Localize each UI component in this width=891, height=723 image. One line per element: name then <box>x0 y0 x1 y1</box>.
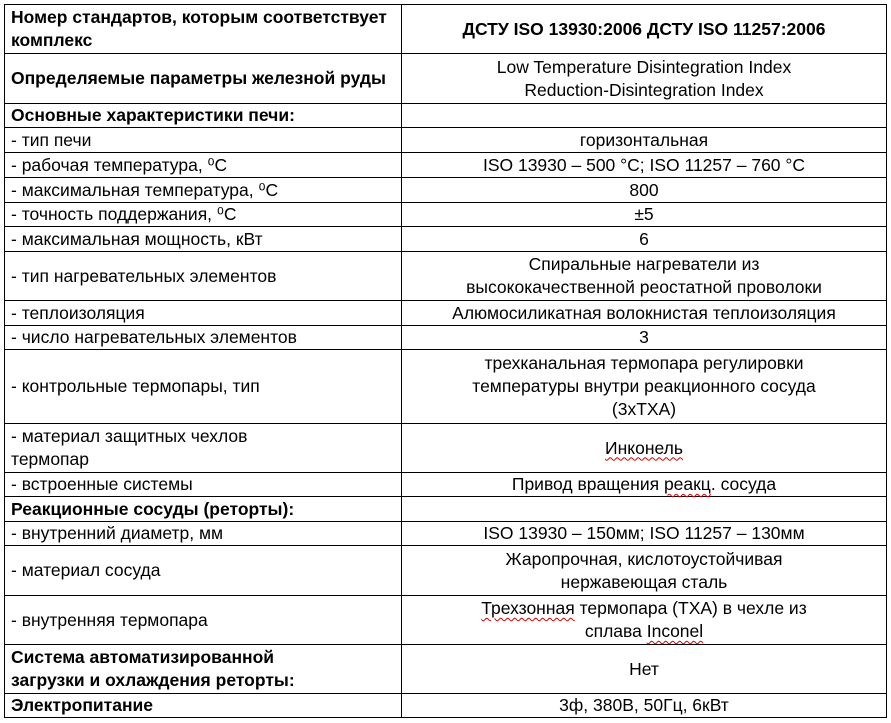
row-label <box>5 645 402 694</box>
table-row <box>5 694 887 718</box>
value-line: трехканальная термопара регулировки <box>484 353 804 373</box>
value-line: Жаропрочная, кислотоустойчивая <box>505 548 783 569</box>
table-row <box>5 497 887 522</box>
row-value: горизонтальная <box>402 128 887 153</box>
section-heading: Основные характеристики печи: <box>5 104 402 128</box>
table-row <box>5 227 887 252</box>
row-label: Номер стандартов, которым соответствует комплекс <box>5 5 402 54</box>
row-label: - тип печи <box>5 128 402 153</box>
row-label: Определяемые параметры железной руды <box>5 54 402 104</box>
row-label: Электропитание <box>5 694 402 718</box>
row-label: - точность поддержания, ⁰С <box>5 203 402 227</box>
table-row <box>5 350 887 424</box>
specification-table <box>4 4 887 718</box>
value-text: Привод вращения <box>511 474 664 494</box>
row-value: 3ф, 380В, 50Гц, 6кВт <box>402 694 887 718</box>
row-label: - теплоизоляция <box>5 301 402 326</box>
table-row <box>5 424 887 473</box>
section-heading: Реакционные сосуды (реторты): <box>5 497 402 522</box>
row-value: ISO 13930 – 150мм; ISO 11257 – 130мм <box>402 522 887 546</box>
row-value: ISO 13930 – 500 °C; ISO 11257 – 760 °C <box>402 153 887 178</box>
value-line <box>408 597 880 620</box>
row-value: 3 <box>402 326 887 350</box>
value-line: Reduction-Disintegration Index <box>524 79 764 100</box>
row-value <box>402 350 887 424</box>
value-text: Инконель <box>605 437 683 458</box>
label-line: загрузки и охлаждения реторты: <box>11 670 295 690</box>
value-text: термопара (ТХА) в чехле из <box>574 598 807 618</box>
table-row <box>5 473 887 497</box>
value-line: Спиральные нагреватели из <box>528 254 760 274</box>
value-text: Трехзонная <box>481 598 575 618</box>
value-text: . сосуда <box>710 474 777 494</box>
row-value: Алюмосиликатная волокнистая теплоизоляция <box>402 301 887 326</box>
table-row <box>5 153 887 178</box>
table-row <box>5 596 887 645</box>
row-value: Нет <box>402 645 887 694</box>
row-label <box>5 424 402 473</box>
row-label: - внутренний диаметр, мм <box>5 522 402 546</box>
row-value: ±5 <box>402 203 887 227</box>
row-label: - тип нагревательных элементов <box>5 252 402 301</box>
table-row <box>5 5 887 54</box>
table-row <box>5 252 887 301</box>
label-line: термопар <box>11 449 89 469</box>
row-value: 800 <box>402 178 887 203</box>
value-line: нержавеющая сталь <box>560 571 728 592</box>
row-value: 6 <box>402 227 887 252</box>
table-row <box>5 178 887 203</box>
row-value <box>402 104 887 128</box>
table-row <box>5 301 887 326</box>
row-value <box>402 252 887 301</box>
row-value <box>402 596 887 645</box>
row-value <box>402 497 887 522</box>
table-row <box>5 203 887 227</box>
table-row <box>5 546 887 596</box>
row-label: - максимальная температура, ⁰С <box>5 178 402 203</box>
row-value <box>402 54 887 104</box>
label-line: Система автоматизированной <box>11 647 275 667</box>
label-line: - материал защитных чехлов <box>11 426 248 446</box>
value-text: Inconel <box>646 621 704 641</box>
value-text: сплава <box>584 621 647 641</box>
table-row <box>5 128 887 153</box>
table-row <box>5 326 887 350</box>
row-label: - встроенные системы <box>5 473 402 497</box>
value-line: высококачественной реостатной проволоки <box>466 277 822 297</box>
row-label: - контрольные термопары, тип <box>5 350 402 424</box>
value-text: реакц <box>663 474 711 494</box>
table-row <box>5 54 887 104</box>
row-label: - внутренняя термопара <box>5 596 402 645</box>
row-label: - максимальная мощность, кВт <box>5 227 402 252</box>
table-row <box>5 104 887 128</box>
row-value: ДСТУ ISO 13930:2006 ДСТУ ISO 11257:2006 <box>402 5 887 54</box>
row-value <box>402 424 887 473</box>
row-label: - число нагревательных элементов <box>5 326 402 350</box>
table-row <box>5 522 887 546</box>
row-value <box>402 546 887 596</box>
value-line: температуры внутри реакционного сосуда <box>472 376 816 396</box>
row-label: - рабочая температура, ⁰С <box>5 153 402 178</box>
row-value <box>402 473 887 497</box>
row-label: - материал сосуда <box>5 546 402 596</box>
table-row <box>5 645 887 694</box>
value-line: Low Temperature Disintegration Index <box>496 56 792 77</box>
value-line <box>408 620 880 643</box>
value-line: (3хТХА) <box>611 399 677 419</box>
